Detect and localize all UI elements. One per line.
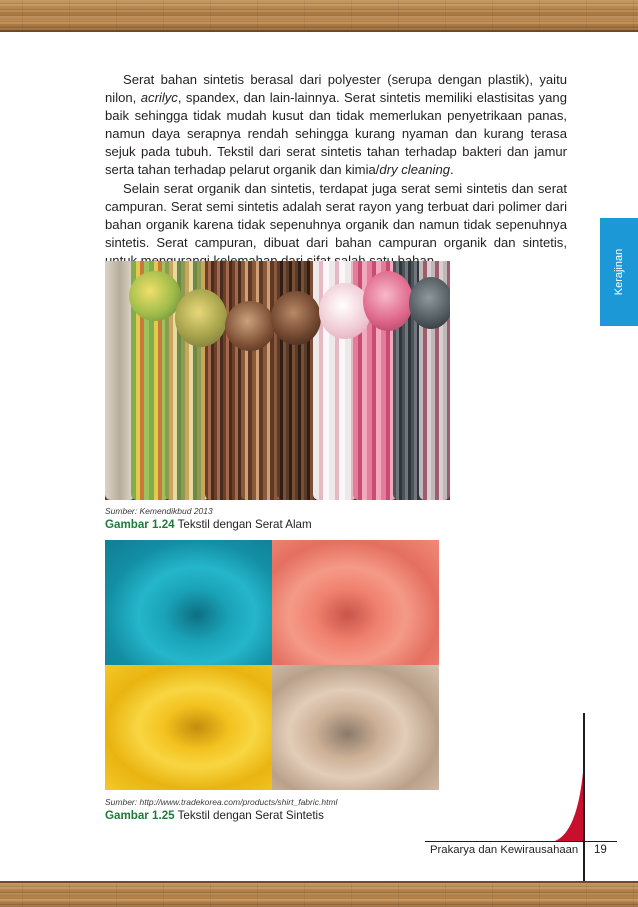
fabric-swatch-yellow	[105, 665, 272, 790]
figure-1-title: Tekstil dengan Serat Alam	[174, 518, 312, 531]
body-text	[105, 71, 567, 270]
wood-footer-border	[0, 881, 638, 907]
fabric-swatch-coral	[272, 540, 439, 665]
paragraph-1	[105, 71, 567, 180]
chapter-side-tab	[600, 218, 638, 326]
figure-1-source: Sumber: Kemendikbud 2013	[105, 506, 213, 516]
paragraph-1-part-b: , spandex, dan lain-lainnya. Serat sintetis memiliki elastisitas yang baik sehingga tidak mudah kusut dan tidak memerlukan penyetrikaan panas, namun daya serapnya rendah sehingga kurang nyaman dan kurang terasa sejuk pada tubuh. Tekstil dari serat sintetis tahan terhadap bakteri dan jamur serta tahan terhadap pelarut organik dan kimia/	[105, 90, 567, 178]
natural-fiber-scarves-photo	[105, 261, 450, 500]
fabric-swatch-teal	[105, 540, 272, 665]
figure-1-caption	[105, 518, 312, 531]
fabric-swatch-beige	[272, 665, 439, 790]
figure-2-title: Tekstil dengan Serat Sintetis	[174, 809, 324, 822]
paragraph-1-part-a: Serat bahan sintetis berasal dari polyester (serupa dengan plastik), yaitu nilon,	[105, 72, 567, 106]
paragraph-1-part-c: .	[450, 162, 454, 178]
paragraph-2: Selain serat organik dan sintetis, terdapat juga serat semi sintetis dan serat campuran. Serat semi sintetis adalah serat rayon yang terbuat dari polimer dari bahan organik karena tidak sepenuhnya organik dan namun tidak sepenuhnya sintetis. Serat campuran, dibuat dari bahan campuran organik dan sintetis,	[105, 180, 567, 250]
paragraph-1-acrilyc: acrilyc	[140, 90, 178, 106]
figure-2-label: Gambar 1.25	[105, 809, 175, 822]
footer-book-title: Prakarya dan Kewirausahaan	[430, 844, 579, 856]
page-number: 19	[594, 844, 607, 856]
footer-horizontal-rule	[425, 841, 617, 842]
figure-2-caption	[105, 809, 324, 822]
figure-1-label: Gambar 1.24	[105, 518, 175, 531]
paragraph-1-dry-cleaning: dry cleaning	[379, 162, 451, 178]
footer-corner-accent	[555, 772, 585, 842]
figure-2-source: Sumber: http://www.tradekorea.com/products/shirt_fabric.html	[105, 797, 338, 807]
side-tab-label: Kerajinan	[613, 248, 625, 296]
wood-header-border	[0, 0, 638, 32]
